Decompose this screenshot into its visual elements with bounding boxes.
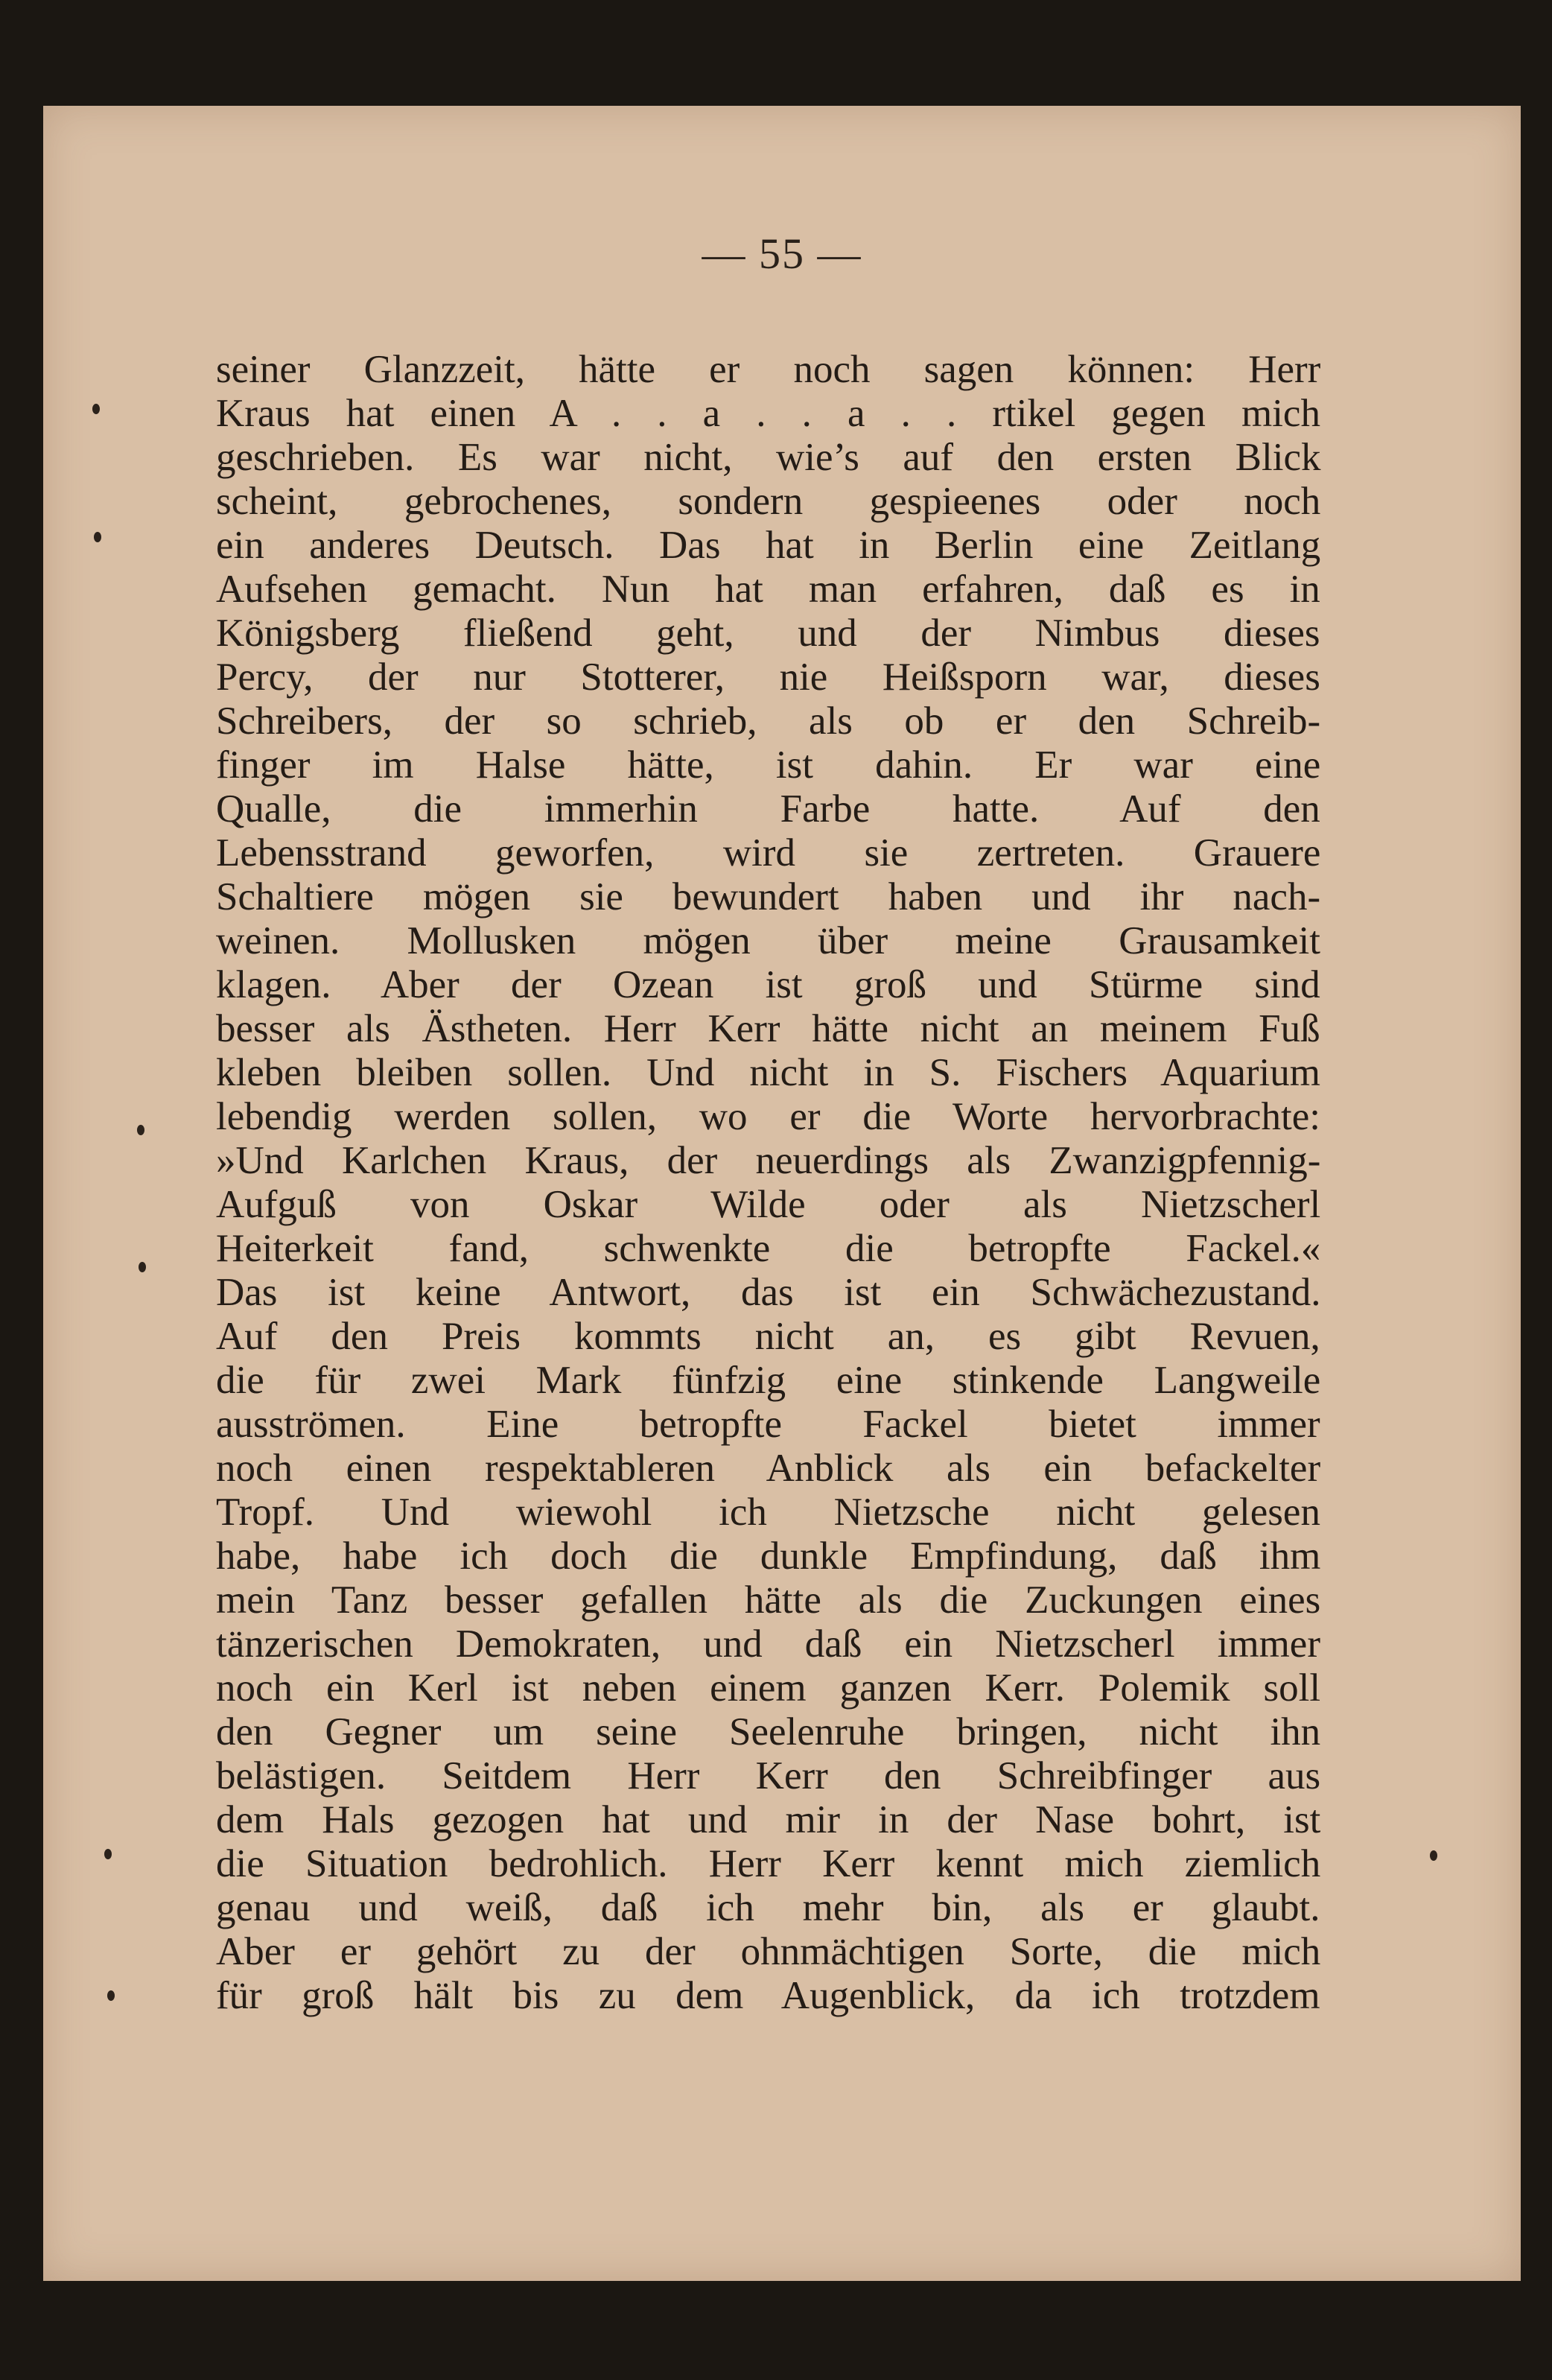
margin-ink-mark [94, 532, 101, 542]
text-line: Das ist keine Antwort, das ist ein Schwächezustand. [216, 1271, 1321, 1314]
text-line: dem Hals gezogen hat und mir in der Nase bohrt, ist [216, 1798, 1321, 1841]
text-line: weinen. Mollusken mögen über meine Grausamkeit [216, 919, 1320, 962]
text-line: Schreibers, der so schrieb, als ob er den Schreib- [216, 699, 1321, 743]
margin-ink-mark [104, 1849, 112, 1859]
text-line: Percy, der nur Stotterer, nie Heißsporn war, dieses [216, 656, 1320, 699]
text-line: Schaltiere mögen sie bewundert haben und ihr nach- [216, 875, 1321, 918]
text-line: mein Tanz besser gefallen hätte als die Zuckungen eines [216, 1578, 1321, 1622]
text-line: Heiterkeit fand, schwenkte die betropfte Fackel.« [216, 1227, 1321, 1270]
margin-ink-mark [107, 1990, 115, 2001]
margin-ink-mark [137, 1125, 144, 1135]
text-line: noch ein Kerl ist neben einem ganzen Kerr. Polemik soll [216, 1666, 1321, 1710]
text-line: Aber er gehört zu der ohnmächtigen Sorte, die mich [216, 1930, 1321, 1973]
text-line: genau und weiß, daß ich mehr bin, als er glaubt. [216, 1886, 1320, 1929]
text-line: Kraus hat einen A . . a . . a . . rtikel gegen mich [216, 392, 1320, 435]
margin-ink-mark [1430, 1850, 1437, 1861]
text-line: geschrieben. Es war nicht, wie’s auf den ersten Blick [216, 436, 1321, 479]
text-line: habe, habe ich doch die dunkle Empfindung, daß ihm [216, 1535, 1321, 1578]
margin-ink-mark [92, 404, 100, 414]
page-number: — 55 — [702, 229, 862, 278]
text-line: klagen. Aber der Ozean ist groß und Stürme sind [216, 963, 1320, 1006]
text-line: Aufguß von Oskar Wilde oder als Nietzscherl [216, 1183, 1321, 1226]
page-text [216, 348, 1320, 2018]
text-line: kleben bleiben sollen. Und nicht in S. Fischers Aquarium [216, 1051, 1320, 1094]
margin-ink-mark [139, 1262, 146, 1272]
text-line: finger im Halse hätte, ist dahin. Er war eine [216, 743, 1321, 787]
text-line: für groß hält bis zu dem Augenblick, da ich trotzdem [216, 1974, 1320, 2017]
text-line: den Gegner um seine Seelenruhe bringen, nicht ihn [216, 1710, 1321, 1754]
text-line: noch einen respektableren Anblick als ein befackelter [216, 1447, 1321, 1490]
text-line: ein anderes Deutsch. Das hat in Berlin eine Zeitlang [216, 524, 1321, 567]
text-line: lebendig werden sollen, wo er die Worte hervorbrachte: [216, 1095, 1320, 1138]
text-line: seiner Glanzzeit, hätte er noch sagen können: Herr [216, 348, 1321, 391]
text-line: Aufsehen gemacht. Nun hat man erfahren, daß es in [216, 568, 1320, 611]
book-page [43, 106, 1521, 2281]
text-line: Königsberg fließend geht, und der Nimbus dieses [216, 612, 1320, 655]
text-line: die für zwei Mark fünfzig eine stinkende Langweile [216, 1359, 1321, 1402]
text-line: tänzerischen Demokraten, und daß ein Nietzscherl immer [216, 1622, 1320, 1666]
text-line: Tropf. Und wiewohl ich Nietzsche nicht gelesen [216, 1491, 1320, 1534]
text-line: Qualle, die immerhin Farbe hatte. Auf den [216, 787, 1320, 831]
text-line: Auf den Preis kommts nicht an, es gibt Revuen, [216, 1315, 1320, 1358]
text-line: belästigen. Seitdem Herr Kerr den Schreibfinger aus [216, 1754, 1321, 1797]
text-line: die Situation bedrohlich. Herr Kerr kennt mich ziemlich [216, 1842, 1321, 1885]
text-line: scheint, gebrochenes, sondern gespieenes oder noch [216, 480, 1321, 523]
text-line: Lebensstrand geworfen, wird sie zertreten. Grauere [216, 831, 1321, 875]
text-line: ausströmen. Eine betropfte Fackel bietet immer [216, 1403, 1320, 1446]
text-line: »Und Karlchen Kraus, der neuerdings als Zwanzigpfennig- [216, 1139, 1321, 1182]
text-line: besser als Ästheten. Herr Kerr hätte nicht an meinem Fuß [216, 1007, 1320, 1050]
